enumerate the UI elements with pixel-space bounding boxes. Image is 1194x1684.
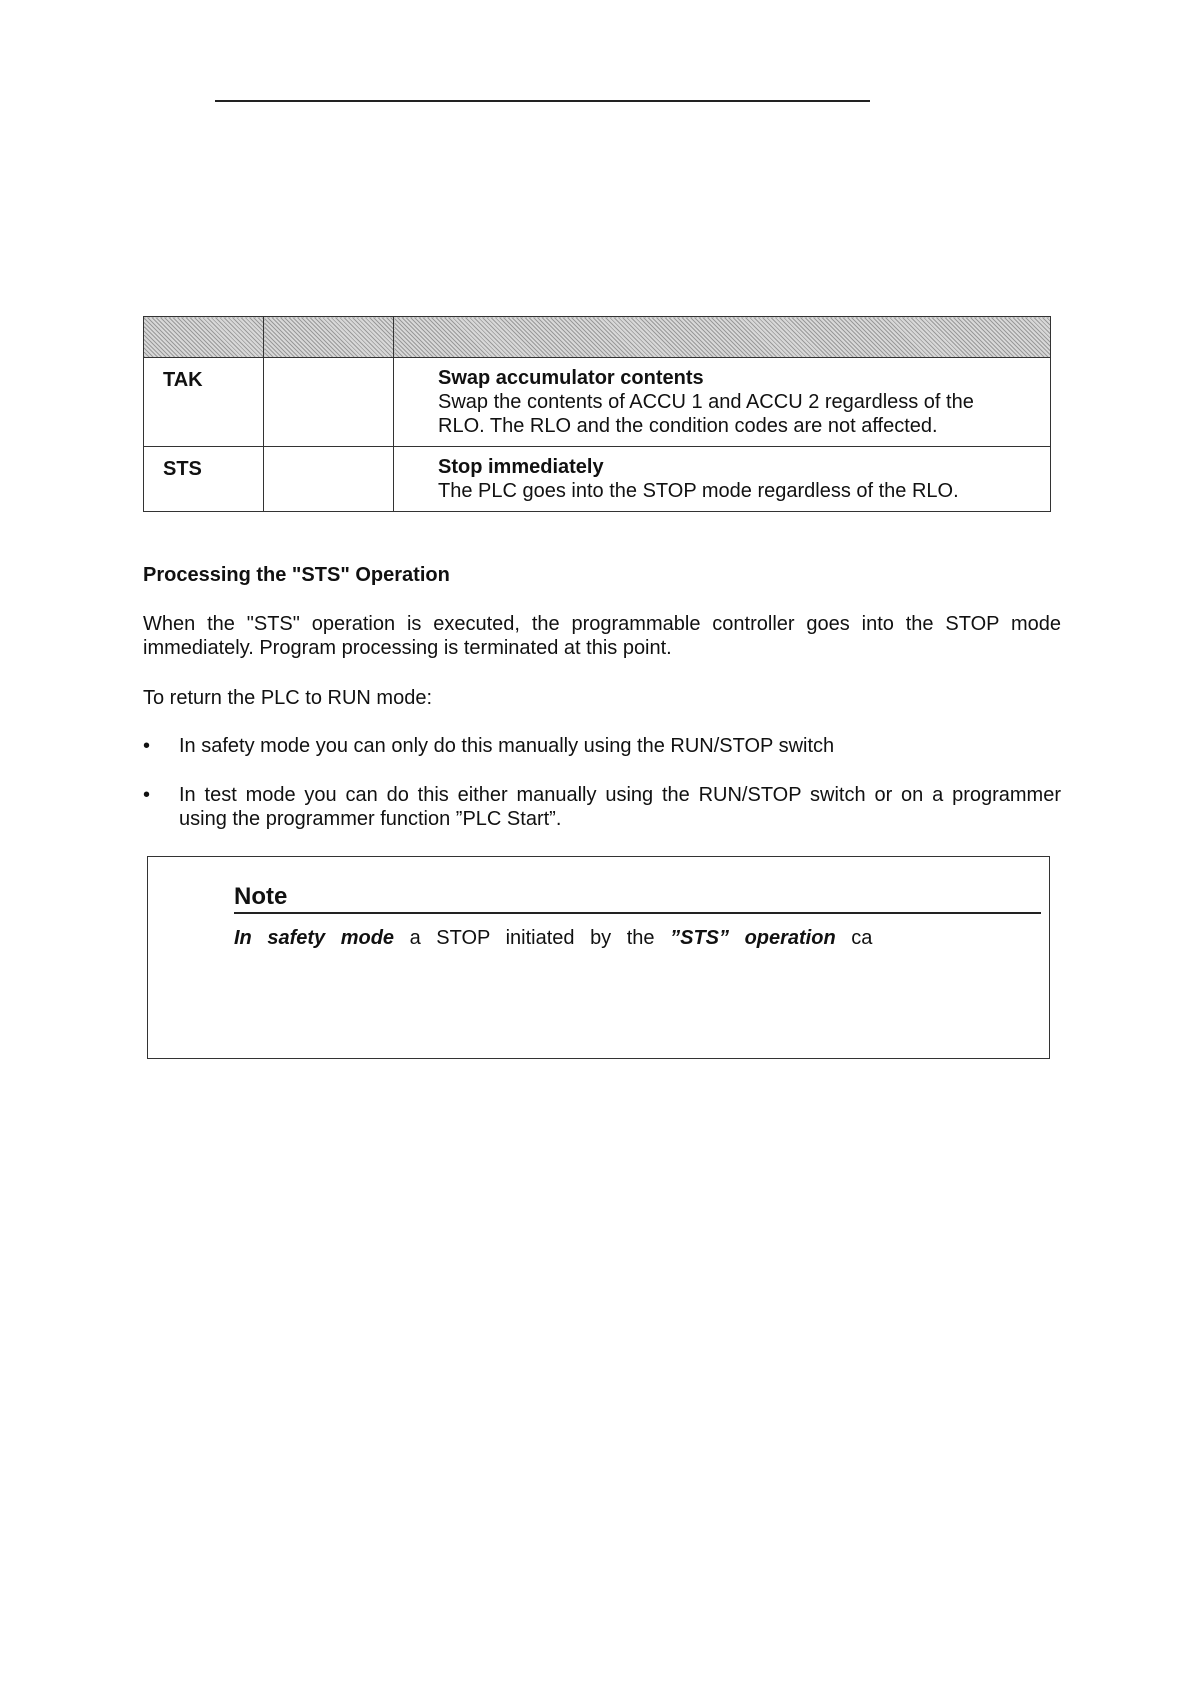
- operation-table: [143, 316, 1051, 512]
- bullet-icon: •: [143, 784, 151, 806]
- note-rule: [234, 912, 1041, 914]
- note-title: Note: [234, 883, 288, 910]
- operation-cell: TAK: [144, 358, 264, 447]
- body-paragraph: When the "STS" operation is executed, the programmable controller goes into the STOP mode immediately. Program processing is terminated at this point.: [143, 613, 1061, 659]
- description-cell: [394, 358, 1051, 447]
- description-title: Swap accumulator contents: [438, 367, 704, 389]
- note-emphasis-operation: ”STS” operation: [670, 927, 836, 949]
- list-item-text: In safety mode you can only do this manually using the RUN/STOP switch: [179, 735, 835, 757]
- list-item: [143, 783, 1061, 831]
- table-row: [144, 447, 1051, 512]
- table-header-row: [144, 317, 1051, 358]
- body-paragraph: To return the PLC to RUN mode:: [143, 687, 433, 709]
- description-line: The PLC goes into the STOP mode regardless of the RLO.: [438, 480, 959, 502]
- note-box: [147, 856, 1050, 1059]
- header-cell-operand: [264, 317, 394, 358]
- description-title: Stop immediately: [438, 456, 604, 478]
- header-rule: [215, 100, 870, 102]
- header-cell-description: [394, 317, 1051, 358]
- note-emphasis-mode: In safety mode: [234, 927, 395, 949]
- note-text-segment: a STOP initiated by the: [394, 927, 671, 949]
- description-line: Swap the contents of ACCU 1 and ACCU 2 regardless of the: [438, 391, 974, 413]
- list-item-text: In test mode you can do this either manually using the RUN/STOP switch or on a programmer using the programmer function ”PLC Start”.: [179, 784, 1061, 830]
- section-heading: Processing the "STS" Operation: [143, 564, 450, 586]
- description-cell: [394, 447, 1051, 512]
- note-text: [234, 927, 872, 950]
- table-row: [144, 358, 1051, 447]
- header-cell-operation: [144, 317, 264, 358]
- note-text-segment: ca: [835, 927, 873, 949]
- operation-cell: STS: [144, 447, 264, 512]
- list-item: [143, 734, 1061, 758]
- description-line: RLO. The RLO and the condition codes are not affected.: [438, 415, 938, 437]
- operand-cell: [264, 358, 394, 447]
- bullet-icon: •: [143, 735, 151, 757]
- operand-cell: [264, 447, 394, 512]
